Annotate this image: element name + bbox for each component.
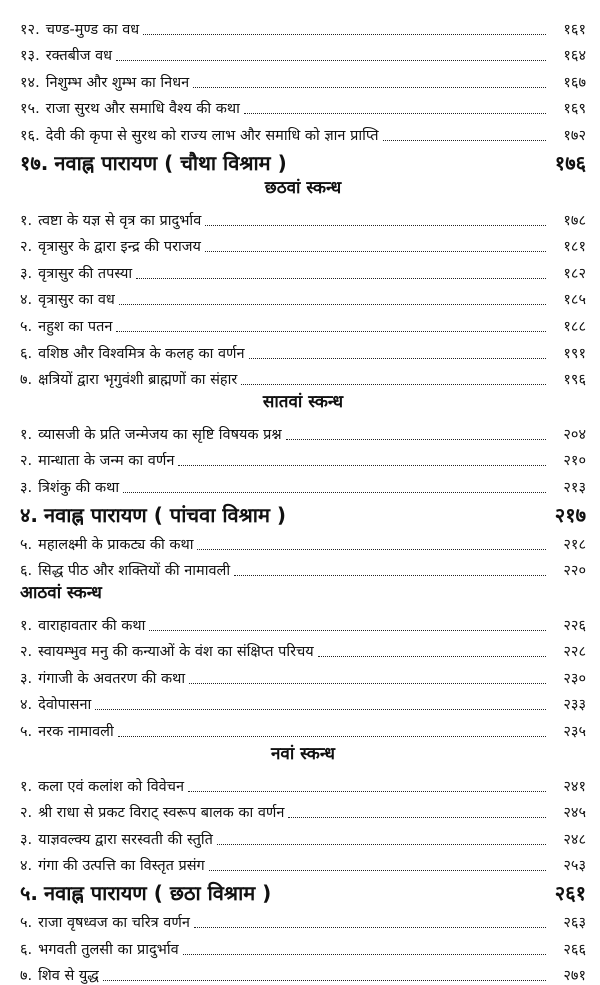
page-number: २६३ [563,915,586,932]
page-number: २४१ [563,778,586,795]
section-heading: आठवां स्कन्ध [20,583,102,604]
toc-row [20,714,586,741]
dotted-leader [286,439,546,440]
entry-title: गंगा की उत्पत्ति का विस्तृत प्रसंग [38,858,205,875]
page-number: १६४ [563,48,586,65]
entry-title: भगवती तुलसी का प्रादुर्भाव [38,941,179,958]
toc-row [20,796,586,823]
toc-row [20,283,586,310]
toc-row [20,769,586,796]
page-number: २६६ [563,941,586,958]
dotted-leader [288,817,546,818]
toc-row [20,661,586,688]
toc-row [20,470,586,497]
entry-number: २. [20,239,33,256]
page-number: १७२ [563,127,586,144]
entry-number: ४. [20,697,33,714]
toc-row [20,822,586,849]
toc-row [20,92,586,119]
entry-title: राजा वृषध्वज का चरित्र वर्णन [38,915,190,932]
dotted-leader [116,331,546,332]
entry-number: ३. [20,479,33,496]
toc-row [20,203,586,230]
dotted-leader [136,278,546,279]
toc-row [20,230,586,257]
toc-row [20,39,586,66]
dotted-leader [217,844,546,845]
toc-row [20,309,586,336]
dotted-leader [234,575,546,576]
dotted-leader [249,358,546,359]
entry-title: सिद्ध पीठ और शक्तियों की नामावली [38,563,231,580]
dotted-leader [209,870,546,871]
entry-number: १. [20,212,33,229]
page-number: २३३ [563,697,586,714]
page-number: २१७ [554,502,586,527]
entry-title: गंगाजी के अवतरण की कथा [38,670,186,687]
page-number: २२८ [563,644,586,661]
page-number: २४८ [563,831,586,848]
entry-number: १३. [20,48,40,65]
page-number: १८८ [563,318,586,335]
toc-row [20,444,586,471]
entry-number: ५. [20,536,33,553]
toc-row [20,336,586,363]
page-number: २१८ [563,536,586,553]
page-number: १६७ [563,74,586,91]
entry-number: १. [20,426,33,443]
parayan-row [20,497,586,527]
parayan-row [20,875,586,905]
toc-row [20,608,586,635]
entry-number: २. [20,805,33,822]
section-heading: छठवां स्कन्ध [264,177,342,198]
entry-number: ४. [20,502,38,527]
entry-title: मान्धाता के जन्म का वर्णन [38,453,175,470]
entry-number: ३. [20,265,33,282]
dotted-leader [123,492,546,493]
entry-title: रक्तबीज वध [45,48,113,65]
page-number: १८२ [563,265,586,282]
toc-row [20,849,586,876]
entry-title: नरक नामावली [38,724,114,741]
entry-number: ५. [20,318,33,335]
entry-title: श्री राधा से प्रकट विराट् स्वरूप बालक का वर्णन [38,805,285,822]
page-number: २१३ [563,479,586,496]
page-number: १६१ [563,21,586,38]
entry-title: राजा सुरथ और समाधि वैश्य की कथा [45,101,240,118]
toc-row [20,12,586,39]
page-number: १८१ [563,239,586,256]
entry-title: नहुश का पतन [38,318,113,335]
dotted-leader [205,225,546,226]
toc-row [20,527,586,554]
toc-row [20,959,586,985]
entry-number: १६. [20,127,40,144]
entry-title: त्वष्टा के यज्ञ से वृत्र का प्रादुर्भाव [38,212,202,229]
page-number: २६१ [554,881,586,906]
dotted-leader [241,384,546,385]
entry-number: ५. [20,724,33,741]
page-number: १९६ [563,372,586,389]
entry-title: याज्ञवल्क्य द्वारा सरस्वती की स्तुति [38,831,213,848]
dotted-leader [183,954,546,955]
entry-number: ४. [20,292,33,309]
dotted-leader [318,656,546,657]
page-number: २०४ [563,426,586,443]
page-number: २७१ [563,968,586,985]
toc-row [20,363,586,390]
entry-title: नवाह्न पारायण ( चौथा विश्राम ) [54,150,287,175]
entry-title: वाराहावतार की कथा [38,617,146,634]
page-number: २२६ [563,617,586,634]
dotted-leader [116,60,546,61]
dotted-leader [189,683,546,684]
page-number: २२० [563,563,586,580]
toc-row [20,932,586,959]
toc-row [20,65,586,92]
entry-title: शिव से युद्ध [38,968,99,985]
dotted-leader [103,980,546,981]
toc-row [20,417,586,444]
entry-number: १४. [20,74,40,91]
dotted-leader [188,791,546,792]
dotted-leader [119,304,546,305]
section-heading: सातवां स्कन्ध [262,392,344,413]
dotted-leader [194,927,546,928]
dotted-leader [149,630,546,631]
page-number: १७८ [563,212,586,229]
entry-title: निशुम्भ और शुम्भ का निधन [45,74,190,91]
page-number: २३० [563,670,586,687]
entry-title: नवाह्न पारायण ( छठा विश्राम ) [44,881,272,906]
entry-title: देवी की कृपा से सुरथ को राज्य लाभ और समाधि को ज्ञान प्राप्ति [45,127,379,144]
entry-number: ३. [20,670,33,687]
dotted-leader [178,465,546,466]
toc-row [20,905,586,932]
entry-title: वृत्रासुर की तपस्या [38,265,133,282]
page-number: १८५ [563,292,586,309]
entry-number: ५. [20,915,33,932]
page-number: २३५ [563,724,586,741]
dotted-leader [143,34,546,35]
entry-number: २. [20,453,33,470]
entry-number: ५. [20,881,38,906]
section-heading: नवां स्कन्ध [270,744,336,765]
entry-number: १५. [20,101,40,118]
entry-number: १. [20,617,33,634]
entry-title: वृत्रासुर के द्वारा इन्द्र की पराजय [38,239,201,256]
entry-number: १२. [20,21,40,38]
entry-title: कला एवं कलांश को विवेचन [38,778,185,795]
toc-row [20,635,586,662]
entry-number: १. [20,778,33,795]
entry-number: ७. [20,372,33,389]
page-number: १९१ [563,345,586,362]
entry-title: व्यासजी के प्रति जन्मेजय का सृष्टि विषयक प्रश्न [38,426,282,443]
entry-title: स्वायम्भुव मनु की कन्याओं के वंश का संक्षिप्त परिचय [38,644,314,661]
dotted-leader [197,549,546,550]
entry-title: वृत्रासुर का वध [38,292,115,309]
toc-row [20,688,586,715]
parayan-row [20,145,586,175]
entry-number: ३. [20,831,33,848]
dotted-leader [244,113,546,114]
page-number: १७६ [554,150,586,175]
page-number: २४५ [563,805,586,822]
page-number: २१० [563,453,586,470]
dotted-leader [383,140,546,141]
dotted-leader [95,709,546,710]
entry-number: २. [20,644,33,661]
entry-title: देवोपासना [38,697,92,714]
entry-title: नवाह्न पारायण ( पांचवा विश्राम ) [44,502,287,527]
entry-number: ६. [20,941,33,958]
toc-row [20,118,586,145]
entry-title: महालक्ष्मी के प्राकट्य की कथा [38,536,194,553]
toc-row [20,256,586,283]
toc-row [20,554,586,581]
entry-title: त्रिशंकु की कथा [38,479,120,496]
entry-number: १७. [20,150,49,175]
entry-title: चण्ड-मुण्ड का वध [45,21,140,38]
dotted-leader [118,736,546,737]
page-number: १६९ [563,101,586,118]
entry-number: ४. [20,858,33,875]
entry-number: ६. [20,345,33,362]
entry-title: क्षत्रियों द्वारा भृगुवंशी ब्राह्मणों का संहार [38,372,238,389]
page-number: २५३ [563,858,586,875]
dotted-leader [193,87,546,88]
dotted-leader [205,251,546,252]
entry-title: वशिष्ठ और विश्वमित्र के कलह का वर्णन [38,345,245,362]
entry-number: ६. [20,563,33,580]
entry-number: ७. [20,968,33,985]
